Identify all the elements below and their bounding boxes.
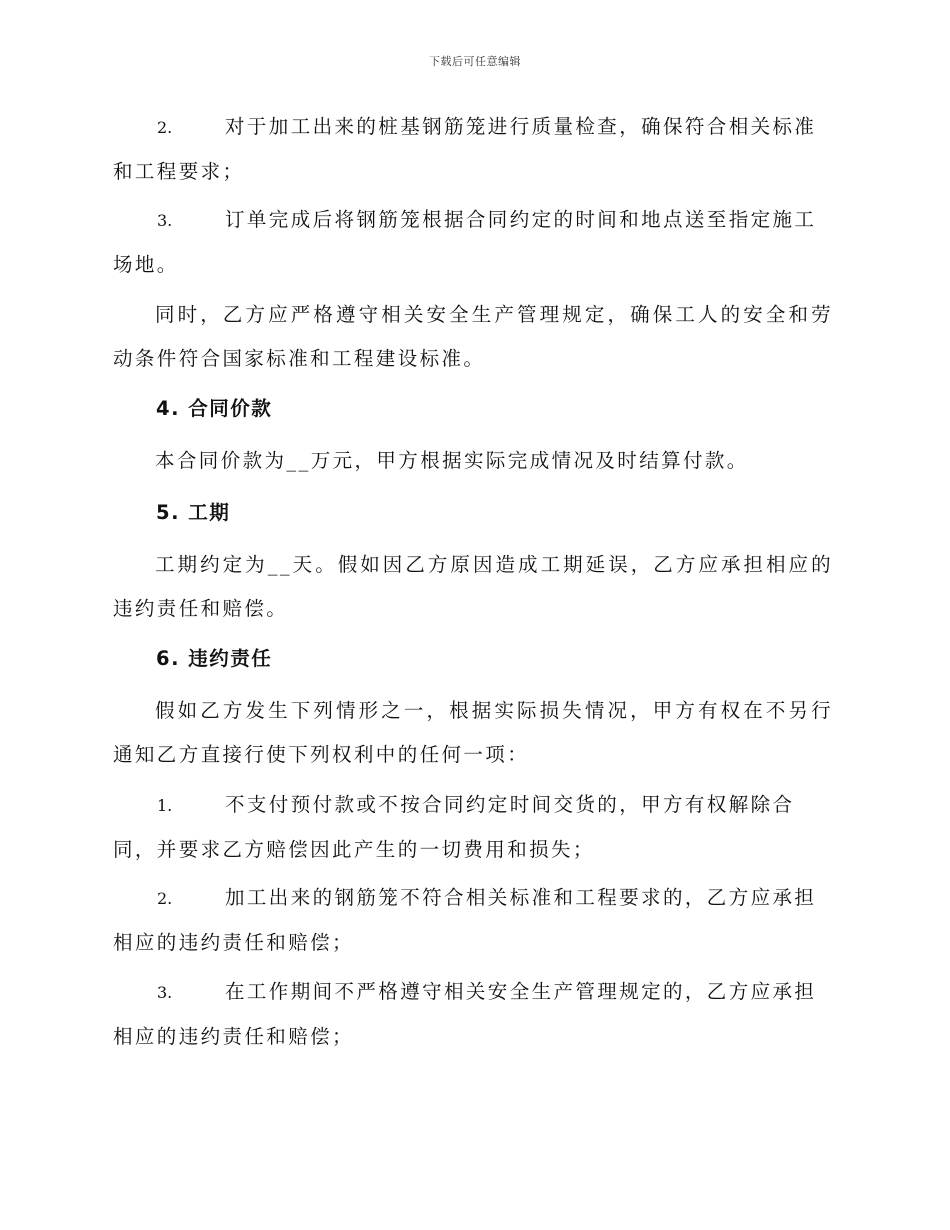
list-item-number: 3. [157, 983, 173, 1002]
list-item-text: 不支付预付款或不按合同约定时间交货的，甲方有权解除合同，并要求乙方赔偿因此产生的一切费用和损失； [113, 793, 795, 861]
list-item-number: 1. [157, 796, 173, 815]
list-item-text: 订单完成后将钢筋笼根据合同约定的时间和地点送至指定施工场地。 [113, 208, 817, 276]
paragraph: 工期约定为__天。假如因乙方原因造成工期延误，乙方应承担相应的违约责任和赔偿。 [113, 553, 833, 620]
list-item-number: 3. [157, 211, 173, 230]
paragraph: 本合同价款为__万元，甲方根据实际完成情况及时结算付款。 [155, 449, 749, 472]
paragraph: 同时，乙方应严格遵守相关安全生产管理规定，确保工人的安全和劳动条件符合国家标准和工程建设标准。 [113, 303, 833, 370]
list-item [113, 876, 833, 965]
list-item [113, 970, 833, 1059]
list-item-text: 对于加工出来的桩基钢筋笼进行质量检查，确保符合相关标准和工程要求； [113, 115, 817, 183]
list-item-number: 2. [157, 118, 173, 137]
section-heading: 5. 工期 [156, 501, 231, 524]
list-item-text: 在工作期间不严格遵守相关安全生产管理规定的，乙方应承担相应的违约责任和赔偿； [113, 980, 817, 1048]
list-item-number: 2. [157, 889, 173, 908]
paragraph: 假如乙方发生下列情形之一，根据实际损失情况，甲方有权在不另行通知乙方直接行使下列权利中的任何一项： [113, 699, 833, 766]
list-item [113, 783, 833, 872]
list-item [113, 198, 833, 287]
section-heading: 6. 违约责任 [156, 647, 273, 670]
list-item-text: 加工出来的钢筋笼不符合相关标准和工程要求的，乙方应承担相应的违约责任和赔偿； [113, 886, 817, 954]
section-heading: 4. 合同价款 [156, 397, 273, 420]
page-header: 下载后可任意编辑 [429, 55, 521, 68]
list-item [113, 105, 833, 194]
